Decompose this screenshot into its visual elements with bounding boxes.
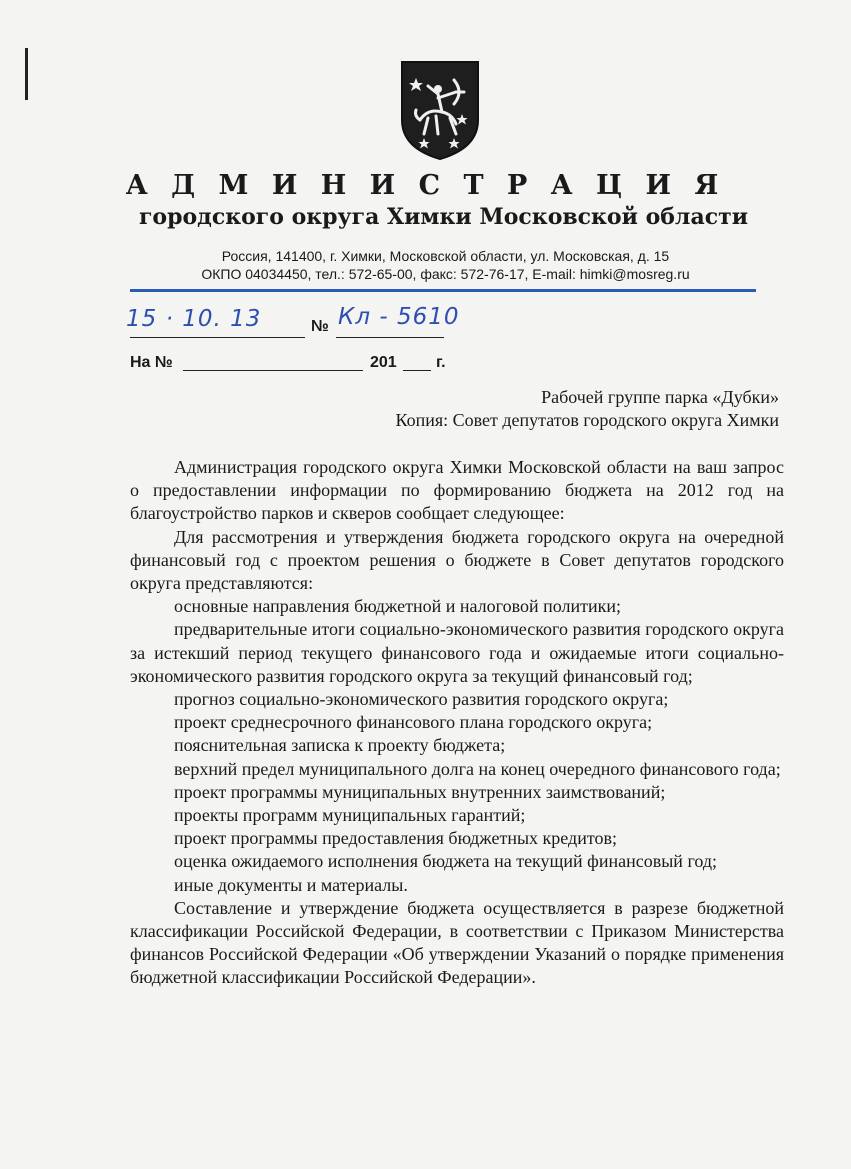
number-label: № (311, 318, 329, 335)
list-item: верхний предел муниципального долга на конец очередного финансового года; (174, 758, 781, 779)
list-item: основные направления бюджетной и налоговой политики; (174, 596, 621, 617)
list-item: пояснительная записка к проекту бюджета; (174, 735, 506, 756)
list-item: проект программы муниципальных внутренних заимствований; (174, 781, 666, 802)
list-item: оценка ожидаемого исполнения бюджета на текущий финансовый год; (174, 851, 718, 872)
registration-number: Кл - 5610 (338, 304, 460, 330)
reply-year-blank (403, 370, 431, 371)
organization-title: А Д М И Н И С Т Р А Ц И Я (125, 170, 726, 201)
list-item: иные документы и материалы. (174, 874, 408, 895)
contacts-line: ОКПО 04034450, тел.: 572-65-00, факс: 572-76-17, E-mail: himki@mosreg.ru (201, 266, 690, 282)
letter-body (130, 456, 784, 990)
number-underline (336, 337, 444, 338)
organization-subtitle: городского округа Химки Московской области (138, 204, 749, 230)
paragraph-classification: Составление и утверждение бюджета осуществляется в разрезе бюджетной классификации Российской Федерации, в соответствии с Приказом Министерства финансов Российской Федерации «Об утверждении Указаний о порядке применения бюджетной классификации Российской Федерации». (130, 897, 784, 988)
paragraph-intro: Администрация городского округа Химки Московской области на ваш запрос о предоставлении информации по формированию бюджета на 2012 год на благоустройство парков и скверов сообщает следующее: (130, 457, 784, 524)
scan-edge-mark (25, 48, 28, 100)
copy-addressee: Копия: Совет депутатов городского округа Химки (395, 410, 779, 430)
list-item: прогноз социально-экономического развития городского округа; (174, 689, 669, 710)
list-item: предварительные итоги социально-экономического развития городского округа за истекший период текущего финансового года и ожидаемые итоги социально-экономического развития городского округа за текущий финансовый год; (130, 619, 784, 686)
reply-year-prefix: 201 (370, 354, 397, 371)
paragraph-submission: Для рассмотрения и утверждения бюджета городского округа на очередной финансовый год с проектом решения о бюджете в Совет депутатов городского округа представляются: (130, 526, 784, 594)
address-line: Россия, 141400, г. Химки, Московской области, ул. Московская, д. 15 (221, 248, 670, 264)
registration-date: 15 · 10. 13 (126, 306, 262, 332)
list-item: проекты программ муниципальных гарантий; (174, 805, 526, 826)
reply-year-suffix: г. (436, 354, 446, 371)
reply-to-label: На № (130, 354, 173, 371)
header-rule (130, 289, 756, 292)
list-item: проект среднесрочного финансового плана городского округа; (174, 712, 653, 733)
coat-of-arms-icon (398, 58, 482, 162)
list-item: проект программы предоставления бюджетных кредитов; (174, 828, 617, 849)
addressee: Рабочей группе парка «Дубки» (541, 387, 779, 407)
date-underline (130, 337, 305, 338)
reply-number-blank (183, 370, 363, 371)
